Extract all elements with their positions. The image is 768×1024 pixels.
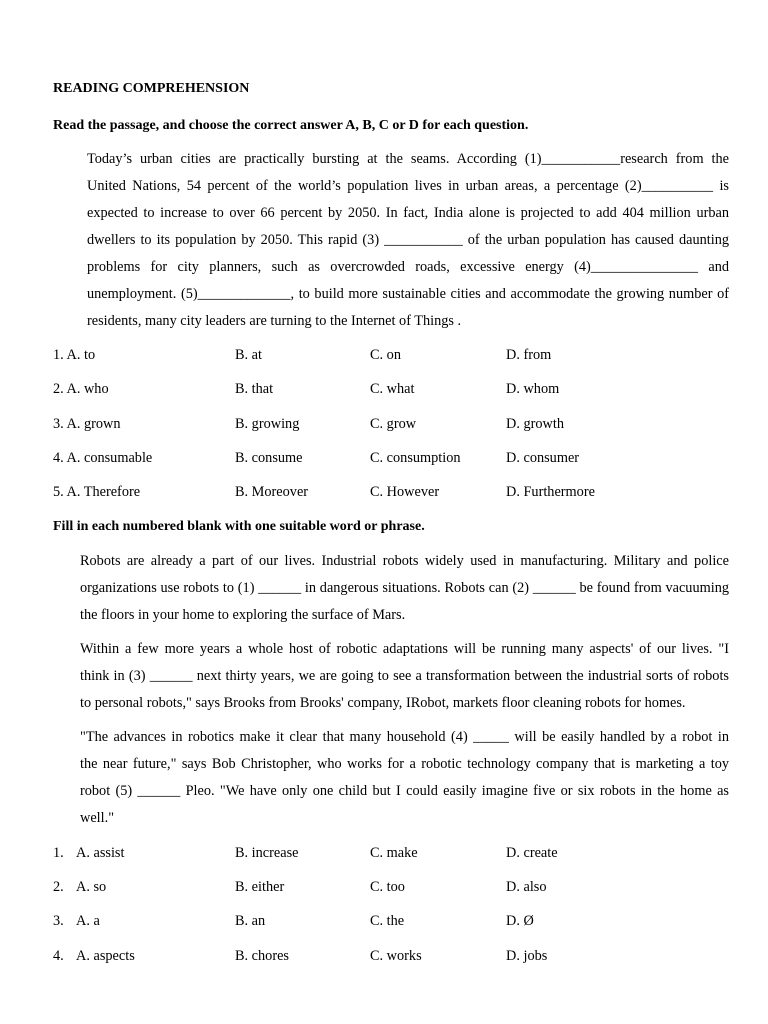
part1-question-3 [53,416,733,438]
part2-paragraph-2 [53,636,729,717]
part2-question-1 [53,845,733,867]
passage-line: Today’s urban cities are practically bursting at the seams. According (1)___________research from the [87,151,729,167]
option-d: D. Ø [506,913,534,929]
option-d: D. growth [506,416,564,432]
option-b: B. at [235,347,263,363]
option-c: C. the [370,913,405,929]
part1-passage [53,146,729,335]
part2-question-2 [53,879,733,901]
part2-paragraph-3 [53,724,729,832]
part1-question-5 [53,484,733,506]
paragraph-line: Within a few more years a whole host of robotic adaptations will be running many aspects' of our lives. "I [80,641,729,657]
option-b: B. an [235,913,266,929]
paragraph-line: organizations use robots to (1) ______ in dangerous situations. Robots can (2) ______ be found from vacuuming [80,580,729,596]
part1-question-2 [53,381,733,403]
option-a: 4. A. consumable [53,450,153,466]
option-d: D. whom [506,381,560,397]
option-d: D. from [506,347,552,363]
paragraph-line: Robots are already a part of our lives. Industrial robots widely used in manufacturing. Military and police [80,553,729,569]
passage-line: problems for city planners, such as overcrowded roads, excessive energy (4)_______________ and [87,259,729,275]
option-d: D. also [506,879,547,895]
passage-line: dwellers to its population by 2050. This rapid (3) ___________ of the urban population has caused daunting [87,232,729,248]
option-a: 2. A. who [53,381,109,397]
part2-instruction: Fill in each numbered blank with one suitable word or phrase. [53,519,425,534]
passage-line: expected to increase to over 66 percent by 2050. In fact, India alone is projected to add 404 million urban [87,205,729,221]
option-d: D. consumer [506,450,580,466]
option-b: B. increase [235,845,299,861]
paragraph-line: well." [80,810,115,826]
paragraph-line: to personal robots," says Brooks from Brooks' company, IRobot, markets floor cleaning robots for homes. [80,695,686,711]
option-c: C. too [370,879,405,895]
question-number: 4. [53,948,64,964]
option-a: 3. A. grown [53,416,121,432]
part1-question-4 [53,450,733,472]
part2-question-3 [53,913,733,935]
option-a: 5. A. Therefore [53,484,141,500]
option-d: D. create [506,845,558,861]
part2-question-4 [53,948,733,970]
option-c: C. However [370,484,440,500]
part2-paragraph-1 [53,548,729,629]
option-c: C. works [370,948,422,964]
option-b: B. consume [235,450,303,466]
passage-line: unemployment. (5)_____________, to build more sustainable cities and accommodate the growing number of [87,286,729,302]
option-d: D. jobs [506,948,548,964]
option-b: B. growing [235,416,300,432]
passage-line: United Nations, 54 percent of the world’s population lives in urban areas, a percentage (2)__________ is [87,178,729,194]
question-number: 3. [53,913,64,929]
paragraph-line: "The advances in robotics make it clear that many household (4) _____ will be easily handled by a robot in [80,729,729,745]
option-a: 1. A. to [53,347,96,363]
option-b: B. either [235,879,285,895]
part1-question-1 [53,347,733,369]
section-title: READING COMPREHENSION [53,81,250,96]
paragraph-line: robot (5) ______ Pleo. "We have only one child but I could easily imagine five or six robots in the home as [80,783,729,799]
passage-line: residents, many city leaders are turning to the Internet of Things . [87,313,462,329]
paragraph-line: think in (3) ______ next thirty years, we are going to see a transformation between the industrial sorts of robots [80,668,729,684]
option-a: A. so [76,879,107,895]
paragraph-line: the floors in your home to exploring the surface of Mars. [80,607,406,623]
option-c: C. consumption [370,450,461,466]
part1-instruction: Read the passage, and choose the correct answer A, B, C or D for each question. [53,118,529,133]
option-c: C. grow [370,416,417,432]
option-b: B. that [235,381,274,397]
option-a: A. aspects [76,948,135,964]
question-number: 1. [53,845,64,861]
question-number: 2. [53,879,64,895]
option-c: C. what [370,381,415,397]
option-c: C. on [370,347,401,363]
option-c: C. make [370,845,418,861]
option-a: A. assist [76,845,125,861]
option-a: A. a [76,913,100,929]
option-d: D. Furthermore [506,484,595,500]
option-b: B. Moreover [235,484,309,500]
option-b: B. chores [235,948,289,964]
paragraph-line: the near future," says Bob Christopher, who works for a robotic technology company that is marketing a toy [80,756,729,772]
